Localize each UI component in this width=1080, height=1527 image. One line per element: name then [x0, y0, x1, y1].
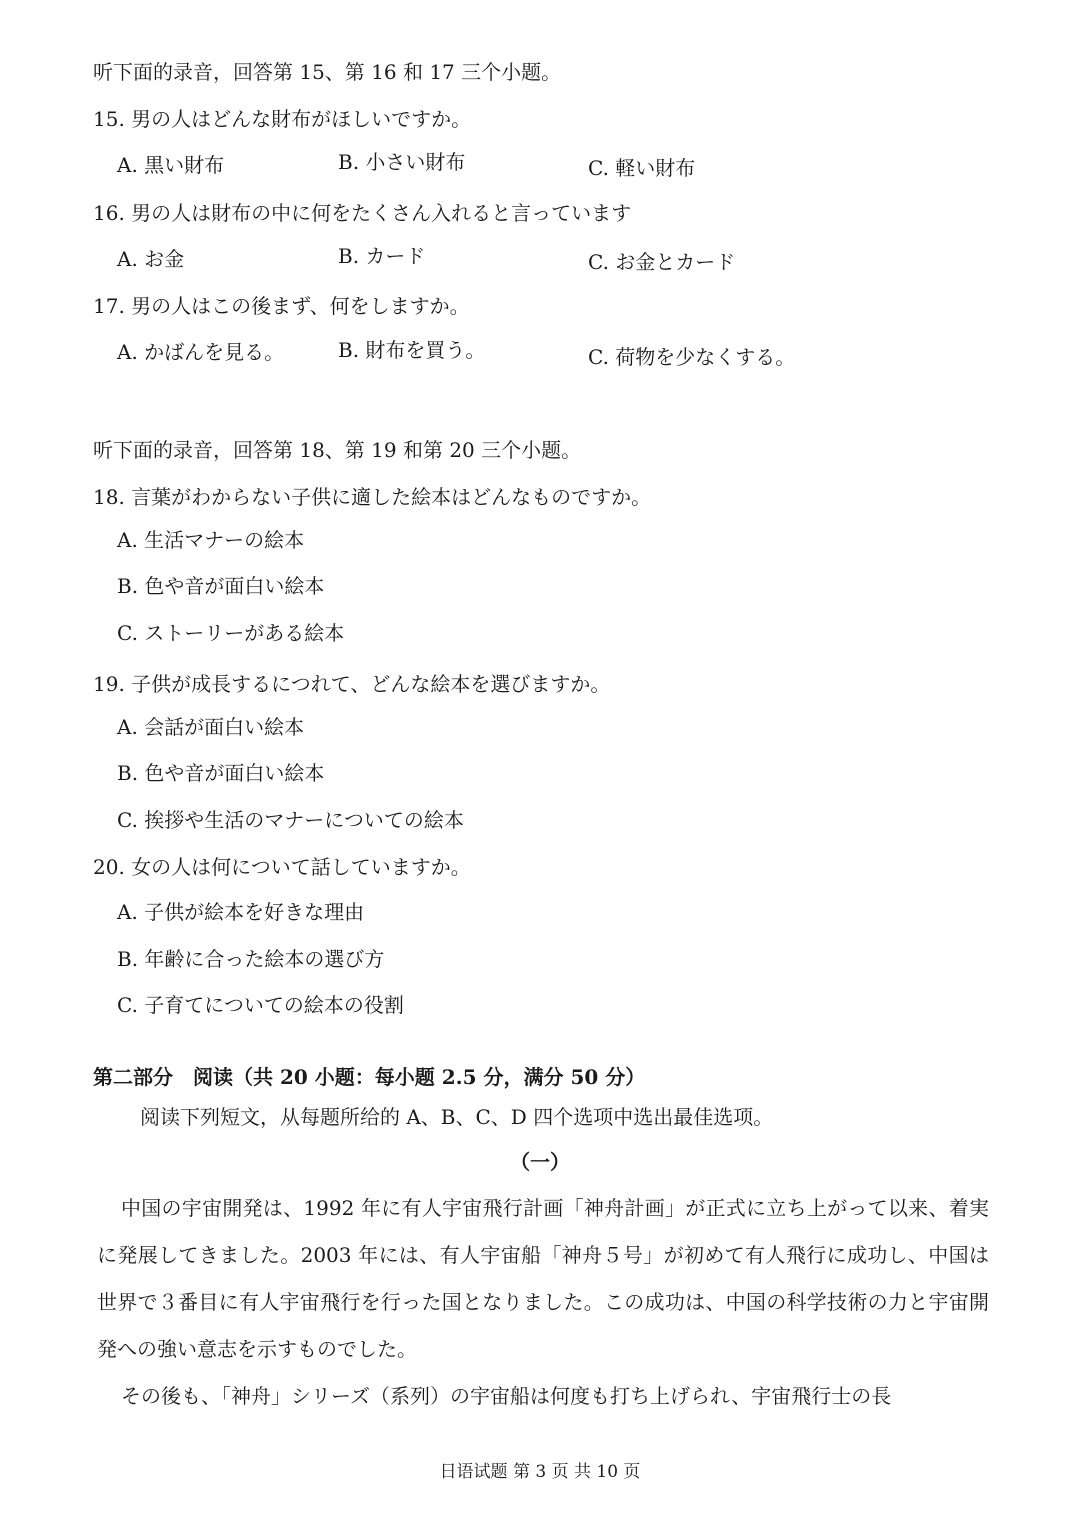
- passage-paragraph-2: その後も、「神舟」シリーズ（系列）の宇宙船は何度も打ち上げられ、宇宙飛行士の長: [121, 1384, 892, 1408]
- q15-option-c: C. 軽い財布: [588, 156, 696, 180]
- q17-option-b: B. 財布を買う。: [338, 338, 486, 362]
- q20-option-c: C. 子育てについての絵本の役割: [117, 993, 404, 1017]
- q19-option-c: C. 挨拶や生活のマナーについての絵本: [117, 808, 464, 832]
- passage-number: （一）: [510, 1150, 570, 1174]
- q18-option-a: A. 生活マナーの絵本: [117, 528, 305, 552]
- q16-option-b: B. カード: [338, 244, 426, 268]
- q16-option-c: C. お金とカード: [588, 250, 736, 274]
- q16-option-a: A. お金: [117, 247, 185, 271]
- part2-instruction: 阅读下列短文，从每题所给的 A、B、C、D 四个选项中选出最佳选项。: [140, 1105, 774, 1129]
- passage-paragraph-1: 中国の宇宙開発は、1992 年に有人宇宙飛行計画「神舟計画」が正式に立ち上がって以来、着実に発展してきました。2003 年には、有人宇宙船「神舟５号」が初めて有人飛行に成功し、中国は世界で３番目に有人宇宙飛行を行った国となりました。この成功は、中国の科学技術の力と宇宙開発への強い意志を示すものでした。: [97, 1196, 989, 1361]
- question-19: 19. 子供が成長するにつれて、どんな絵本を選びますか。: [93, 672, 611, 696]
- q20-option-b: B. 年齢に合った絵本の選び方: [117, 947, 385, 971]
- question-16: 16. 男の人は財布の中に何をたくさん入れると言っています: [93, 201, 632, 225]
- q19-option-b: B. 色や音が面白い絵本: [117, 761, 325, 785]
- question-18: 18. 言葉がわからない子供に適した絵本はどんなものですか。: [93, 485, 652, 509]
- question-17: 17. 男の人はこの後まず、何をしますか。: [93, 294, 470, 318]
- section2-instruction: 听下面的录音，回答第 18、第 19 和第 20 三个小题。: [93, 438, 582, 462]
- q17-option-c: C. 荷物を少なくする。: [588, 345, 796, 369]
- q20-option-a: A. 子供が絵本を好きな理由: [117, 900, 365, 924]
- q17-option-a: A. かばんを見る。: [117, 340, 285, 364]
- section1-instruction: 听下面的录音，回答第 15、第 16 和 17 三个小题。: [93, 60, 562, 84]
- q19-option-a: A. 会話が面白い絵本: [117, 715, 305, 739]
- question-20: 20. 女の人は何について話していますか。: [93, 855, 471, 879]
- q15-option-a: A. 黒い財布: [117, 153, 225, 177]
- q15-option-b: B. 小さい財布: [338, 150, 466, 174]
- part2-heading: 第二部分 阅读（共 20 小题：每小题 2.5 分，满分 50 分）: [93, 1065, 646, 1089]
- q18-option-c: C. ストーリーがある絵本: [117, 621, 345, 645]
- q18-option-b: B. 色や音が面白い絵本: [117, 574, 325, 598]
- page-footer: 日语试题 第 3 页 共 10 页: [439, 1462, 641, 1482]
- question-15: 15. 男の人はどんな財布がほしいですか。: [93, 107, 472, 131]
